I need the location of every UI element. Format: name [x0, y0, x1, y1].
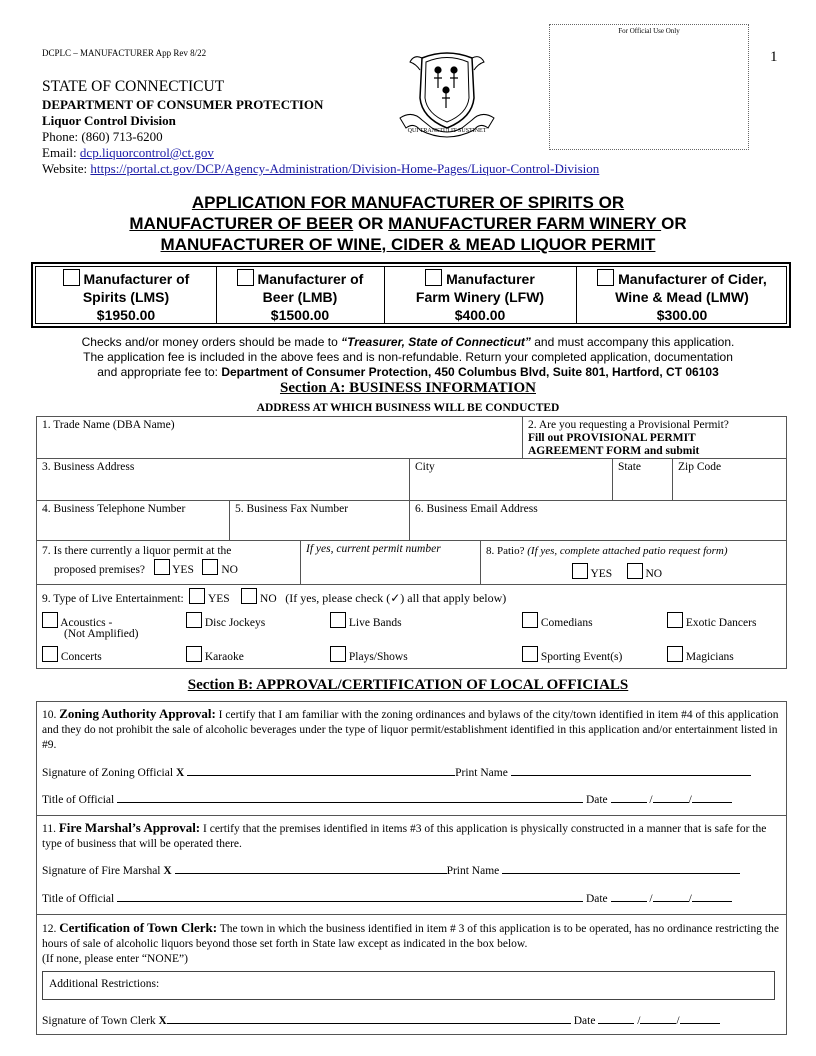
- section-a-title-text: Section A: BUSINESS INFORMATION: [279, 380, 536, 396]
- town-clerk-certification: [42, 920, 782, 967]
- date-slash: /: [637, 1015, 641, 1027]
- section-b-title: [0, 677, 816, 694]
- q9-row: [42, 588, 506, 606]
- checkbox-spirits[interactable]: [63, 269, 80, 286]
- ent-karaoke[interactable]: [186, 646, 244, 663]
- fire-sig-label: Signature of Fire Marshal: [42, 865, 164, 877]
- state-label: State: [618, 461, 641, 473]
- zoning-approval: [42, 706, 782, 753]
- email-field-label: 6. Business Email Address: [415, 503, 538, 515]
- clerk-text: The town in which the business identified in item # 3 of this application is to be operated, has no ordinance restricting the hours of sale of alcoholic liquors beyond those set forth in State law except as indicated in the box below.: [42, 923, 779, 950]
- fee-cider-line1: Manufacturer of Cider,: [618, 271, 767, 287]
- fee-beer-price: $1500.00: [270, 307, 330, 323]
- q7-no-label: NO: [221, 564, 238, 576]
- sig-x: X: [163, 865, 172, 877]
- additional-restrictions-field[interactable]: [42, 971, 775, 1000]
- date-label: Date: [583, 893, 611, 905]
- fee-cider-price: $300.00: [656, 307, 708, 323]
- q8-label: 8. Patio?: [486, 545, 528, 557]
- instructions-line-2: The application fee is included in the above fees and is non-refundable. Return your completed application, documentation: [83, 350, 733, 364]
- instr-payee: “Treasurer, State of Connecticut”: [341, 335, 531, 349]
- fax-field[interactable]: [230, 501, 409, 540]
- q7-no-checkbox[interactable]: [202, 559, 218, 575]
- q7-yes-checkbox[interactable]: [154, 559, 170, 575]
- ent-concerts-label: Concerts: [60, 651, 102, 663]
- date-slash: /: [688, 893, 692, 905]
- business-address-field[interactable]: [37, 459, 409, 500]
- seal-motto: QUI TRANSTULIT SUSTINET: [407, 128, 487, 134]
- q9-yes-label: YES: [207, 593, 230, 605]
- sig-x: X: [158, 1015, 167, 1027]
- zip-label: Zip Code: [678, 461, 722, 473]
- fee-option-beer[interactable]: [216, 267, 384, 323]
- official-use-box: [549, 24, 749, 150]
- ent-sporting-label: Sporting Event(s): [540, 651, 623, 663]
- provisional-permit-field[interactable]: [523, 417, 786, 458]
- zip-field[interactable]: [673, 459, 786, 500]
- current-permit-label: If yes, current permit number: [306, 543, 441, 555]
- provisional-instruction-2: AGREEMENT FORM and submit: [528, 445, 700, 457]
- fee-beer-line2: Beer (LMB): [262, 289, 338, 305]
- fee-beer-line1: Manufacturer of: [257, 271, 364, 287]
- zoning-signature-line[interactable]: [42, 765, 751, 779]
- title-or-2: OR: [661, 214, 687, 233]
- ent-concerts[interactable]: [42, 646, 102, 663]
- phone-text: Phone: (860) 713-6200: [42, 129, 163, 144]
- q9-no-checkbox[interactable]: [241, 588, 257, 604]
- fee-spirits-line1: Manufacturer of: [83, 271, 190, 287]
- row-divider: [36, 914, 787, 915]
- email-line: [42, 145, 214, 161]
- fire-title: Fire Marshal’s Approval:: [58, 820, 201, 835]
- sig-x: X: [175, 767, 185, 779]
- ent-live-bands[interactable]: [330, 612, 402, 629]
- date-slash: /: [649, 893, 653, 905]
- instructions-line-3: [0, 365, 816, 380]
- title-official-label: Title of Official: [42, 893, 118, 905]
- trade-name-field[interactable]: [37, 417, 522, 458]
- fire-text: I certify that the premises identified in items #3 of this application is physically constructed in a manner that is safe for the type of business that will be operated there.: [42, 823, 767, 850]
- ent-acoustics[interactable]: [42, 612, 112, 629]
- clerk-num: 12.: [42, 923, 60, 935]
- q8-no-label: NO: [645, 568, 663, 580]
- fee-option-farm-winery[interactable]: [384, 267, 576, 323]
- fee-farm-line1: Manufacturer: [446, 271, 535, 287]
- q7-question-cont: proposed premises?: [54, 564, 146, 576]
- section-a-title: [0, 380, 816, 397]
- fee-spirits-price: $1950.00: [96, 307, 156, 323]
- date-label: Date: [570, 1015, 599, 1027]
- ent-disc-jockeys[interactable]: [186, 612, 265, 629]
- website-link[interactable]: https://portal.ct.gov/DCP/Agency-Administration/Division-Home-Pages/Liquor-Control-Division: [90, 161, 600, 176]
- checkbox-beer[interactable]: [237, 269, 254, 286]
- instr-address: Department of Consumer Protection, 450 Columbus Blvd, Suite 801, Hartford, CT 06103: [221, 365, 719, 379]
- instr-text: Checks and/or money orders should be made to: [81, 335, 342, 349]
- additional-restrictions-label: Additional Restrictions:: [49, 978, 160, 990]
- date-slash: /: [649, 794, 653, 806]
- title-beer: MANUFACTURER OF BEER: [129, 214, 354, 233]
- date-slash: /: [676, 1015, 680, 1027]
- fee-option-spirits[interactable]: [36, 267, 216, 323]
- zoning-text: I certify that I am familiar with the zoning ordinances and bylaws of the city/town identified in item #4 of this application and they do not prohibit the sale of alcoholic beverages under the type of liquor permit/establishment identified in this application and/or entertainment listed in #9.: [42, 709, 779, 751]
- telephone-label: 4. Business Telephone Number: [42, 503, 186, 515]
- fax-label: 5. Business Fax Number: [235, 503, 349, 515]
- ent-comedians-label: Comedians: [540, 617, 593, 629]
- zoning-title: Zoning Authority Approval:: [59, 706, 216, 721]
- ent-acoustics-note: (Not Amplified): [64, 628, 139, 640]
- department-name: DEPARTMENT OF CONSUMER PROTECTION: [42, 97, 324, 112]
- instr-text: and appropriate fee to:: [97, 365, 222, 379]
- ent-comedians[interactable]: [522, 612, 593, 629]
- clerk-title: Certification of Town Clerk:: [59, 920, 218, 935]
- date-slash: /: [688, 794, 692, 806]
- q7-existing-permit: [37, 541, 300, 584]
- zoning-num: 10.: [42, 709, 60, 721]
- q7-question: 7. Is there currently a liquor permit at the: [42, 545, 232, 557]
- q9-note: (If yes, please check (✓) all that apply below): [285, 591, 507, 605]
- page-number: 1: [770, 49, 778, 65]
- row-divider: [36, 584, 787, 585]
- checkbox-cider-wine-mead[interactable]: [597, 269, 614, 286]
- clerk-none-note: (If none, please enter “NONE”): [42, 953, 188, 965]
- state-field[interactable]: [613, 459, 672, 500]
- ent-magicians-label: Magicians: [685, 651, 734, 663]
- q7-yes-label: YES: [172, 564, 194, 576]
- checkbox-farm-winery[interactable]: [425, 269, 442, 286]
- ent-magicians[interactable]: [667, 646, 734, 663]
- website-label: Website:: [42, 161, 91, 176]
- q8-yes-label: YES: [590, 568, 613, 580]
- row-divider: [36, 815, 787, 816]
- form-code: DCPLC – MANUFACTURER App Rev 8/22: [42, 48, 207, 58]
- fee-box: [31, 262, 791, 328]
- fee-farm-price: $400.00: [454, 307, 506, 323]
- state-seal-icon: [392, 48, 502, 140]
- title-line-3: MANUFACTURER OF WINE, CIDER & MEAD LIQUOR PERMIT: [160, 235, 656, 254]
- print-name-label: Print Name: [446, 865, 503, 877]
- business-address-label: 3. Business Address: [42, 461, 135, 473]
- q8-patio: [481, 541, 786, 584]
- provisional-instruction-1: Fill out PROVISIONAL PERMIT: [528, 432, 696, 444]
- clerk-sig-label: Signature of Town Clerk: [42, 1015, 159, 1027]
- zoning-sig-label: Signature of Zoning Official: [42, 767, 176, 779]
- instr-text: and must accompany this application.: [530, 335, 735, 349]
- section-a-subtitle: ADDRESS AT WHICH BUSINESS WILL BE CONDUCTED: [256, 402, 560, 414]
- instructions: [0, 335, 816, 380]
- q8-yes-checkbox[interactable]: [572, 563, 588, 579]
- q9-no-label: NO: [260, 593, 277, 605]
- email-link[interactable]: dcp.liquorcontrol@ct.gov: [79, 145, 214, 160]
- ent-sporting-events[interactable]: [522, 646, 622, 663]
- division-name: Liquor Control Division: [42, 113, 176, 128]
- fire-signature-line[interactable]: [42, 863, 740, 877]
- fee-farm-line2: Farm Winery (LFW): [415, 289, 545, 305]
- ent-exotic-dancers[interactable]: [667, 612, 756, 629]
- print-name-label: Print Name: [455, 767, 511, 779]
- ent-plays-shows[interactable]: [330, 646, 408, 663]
- fire-num: 11.: [42, 823, 59, 835]
- fee-option-cider-wine-mead[interactable]: [576, 267, 788, 323]
- q8-no-checkbox[interactable]: [627, 563, 643, 579]
- current-permit-field[interactable]: [301, 541, 480, 584]
- ent-exotic-dancers-label: Exotic Dancers: [685, 617, 757, 629]
- clerk-signature-line[interactable]: [42, 1013, 720, 1027]
- date-label: Date: [583, 794, 611, 806]
- state-name: STATE OF CONNECTICUT: [42, 78, 225, 95]
- ent-plays-label: Plays/Shows: [348, 651, 408, 663]
- q8-note: (If yes, complete attached patio request form): [527, 545, 728, 557]
- q9-label: 9. Type of Live Entertainment:: [42, 593, 184, 605]
- trade-name-label: 1. Trade Name (DBA Name): [42, 419, 175, 431]
- provisional-question: 2. Are you requesting a Provisional Permit?: [528, 419, 729, 431]
- title-line-2: [0, 214, 816, 234]
- title-line-1: APPLICATION FOR MANUFACTURER OF SPIRITS OR: [191, 193, 625, 212]
- ent-live-bands-label: Live Bands: [348, 617, 402, 629]
- telephone-field[interactable]: [37, 501, 229, 540]
- city-label: City: [415, 461, 435, 473]
- title-or-1: OR: [353, 214, 389, 233]
- ent-acoustics-label: Acoustics -: [60, 617, 113, 629]
- q9-yes-checkbox[interactable]: [189, 588, 205, 604]
- email-label: Email:: [42, 145, 80, 160]
- website-line: [42, 161, 599, 177]
- zoning-title-line[interactable]: [42, 792, 732, 806]
- ent-karaoke-label: Karaoke: [204, 651, 244, 663]
- ent-dj-label: Disc Jockeys: [204, 617, 266, 629]
- instructions-line-1: [0, 335, 816, 350]
- email-field[interactable]: [410, 501, 786, 540]
- official-use-label: For Official Use Only: [618, 27, 680, 35]
- city-field[interactable]: [410, 459, 612, 500]
- fire-marshal-approval: [42, 820, 782, 852]
- title-farm-winery: MANUFACTURER FARM WINERY: [388, 214, 662, 233]
- section-b-title-text: Section B: APPROVAL/CERTIFICATION OF LOCAL OFFICIALS: [187, 677, 629, 693]
- title-official-label: Title of Official: [42, 794, 118, 806]
- fire-title-line[interactable]: [42, 891, 732, 905]
- fee-spirits-line2: Spirits (LMS): [82, 289, 170, 305]
- fee-cider-line2: Wine & Mead (LMW): [615, 289, 749, 305]
